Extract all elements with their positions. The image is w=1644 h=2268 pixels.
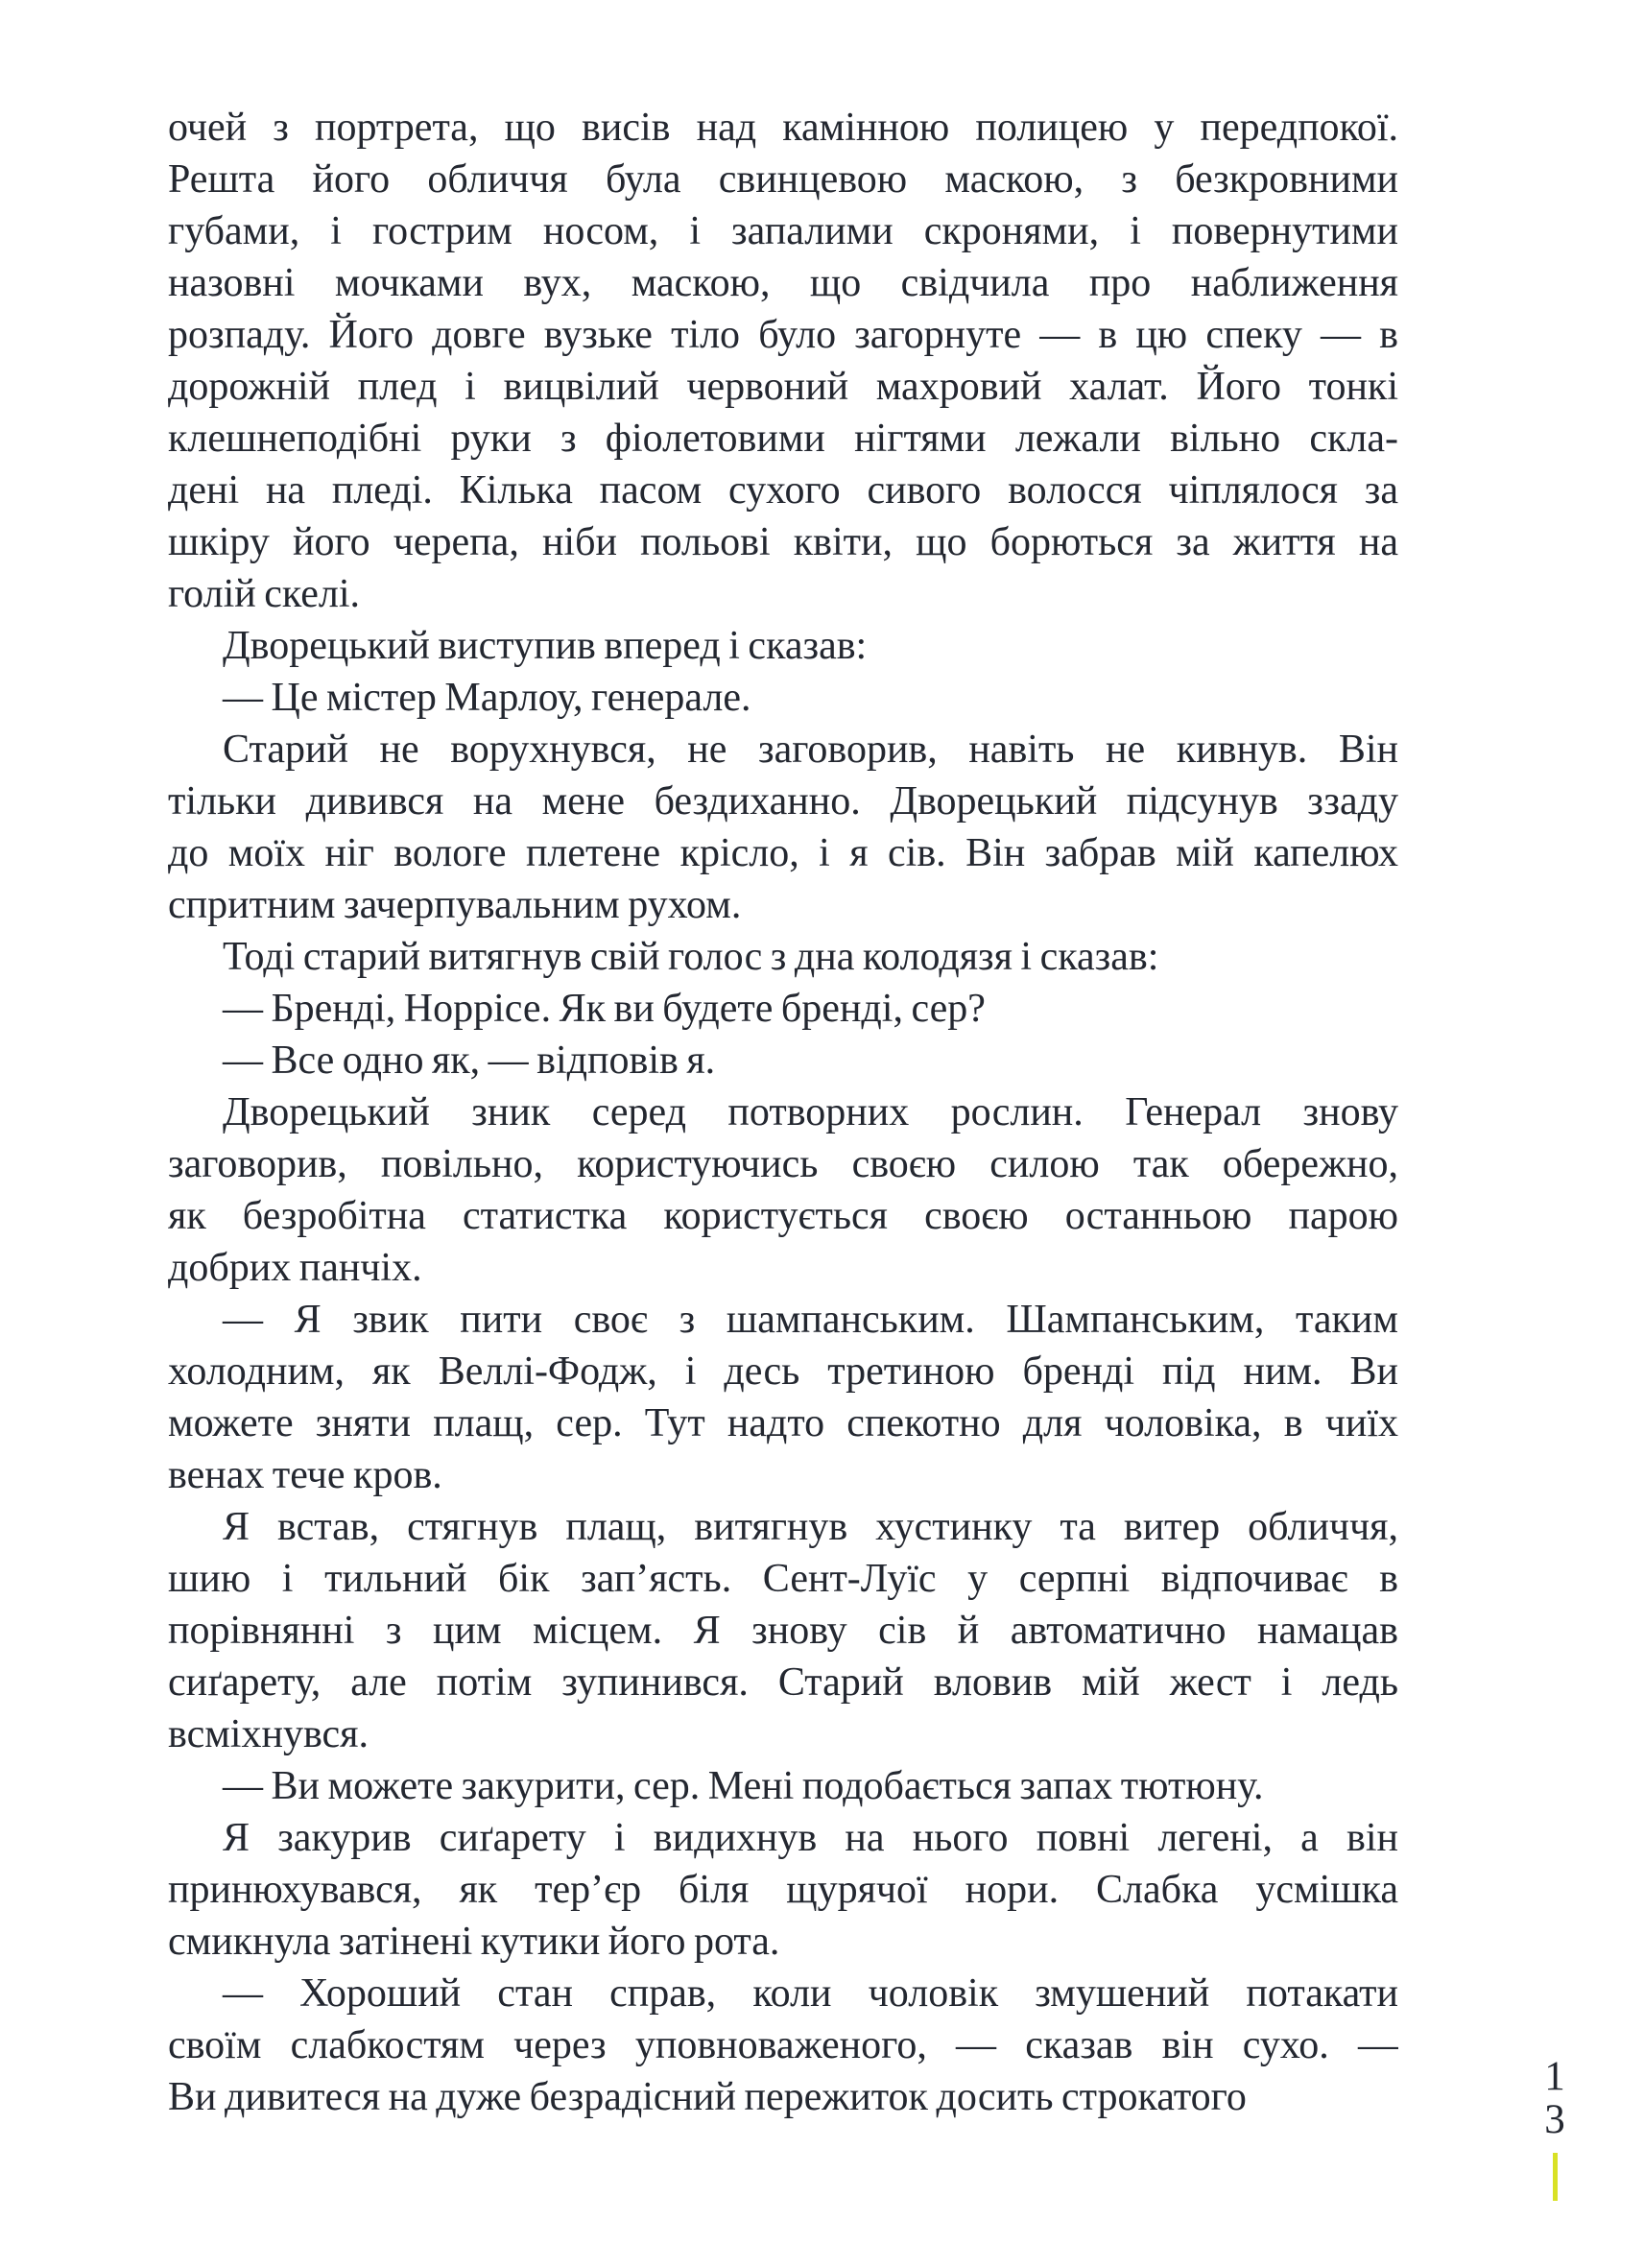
text-line: шию і тильний бік зап’ясть. Сент-Луїс у серпні відпочиває в: [168, 1557, 1398, 1601]
text-line: — Ви можете закурити, сер. Мені подобається запах тютюну.: [223, 1764, 1264, 1808]
text-line: Решта його обличчя була свинцевою маскою, з безкровними: [168, 157, 1398, 202]
text-line: до моїх ніг вологе плетене крісло, і я сів. Він забрав мій капелюх: [168, 831, 1398, 875]
text-line: — Бренді, Норрісе. Як ви будете бренді, сер?: [223, 987, 986, 1031]
text-line: Я встав, стягнув плащ, витягнув хустинку та витер обличчя,: [223, 1505, 1398, 1549]
body-text: [168, 102, 1398, 2123]
text-line: Дворецький зник серед потворних рослин. Генерал знову: [223, 1090, 1398, 1134]
page-number-digit-top: 1: [1544, 2054, 1565, 2099]
page-number-digit-bottom: 3: [1544, 2097, 1565, 2142]
text-line: шкіру його черепа, ніби польові квіти, що борються за життя на: [168, 520, 1398, 564]
text-line: — Все одно як, — відповів я.: [223, 1039, 716, 1083]
text-line: можете зняти плащ, сер. Тут надто спекотно для чоловіка, в чиїх: [168, 1401, 1398, 1445]
text-line: Дворецький виступив вперед і сказав:: [223, 624, 868, 668]
text-line: губами, і гострим носом, і запалими скронями, і повернутими: [168, 209, 1398, 253]
text-line: смикнула затінені кутики його рота.: [168, 1920, 780, 1964]
text-line: Ви дивитеся на дуже безрадісний пережиток досить строкатого: [168, 2075, 1247, 2119]
page-accent-bar: [1553, 2153, 1558, 2201]
text-line: холодним, як Веллі-Фодж, і десь третиною бренді під ним. Ви: [168, 1349, 1398, 1394]
text-line: дорожній плед і вицвілий червоний махровий халат. Його тонкі: [168, 365, 1398, 409]
text-line: — Це містер Марлоу, генерале.: [223, 676, 751, 720]
text-line: заговорив, повільно, користуючись своєю силою так обережно,: [168, 1142, 1398, 1186]
page-number: [1530, 2055, 1580, 2141]
text-line: Старий не ворухнувся, не заговорив, навіть не кивнув. Він: [223, 728, 1398, 772]
text-line: назовні мочками вух, маскою, що свідчила про наближення: [168, 261, 1398, 305]
text-line: розпаду. Його довге вузьке тіло було загорнуте — в цю спеку — в: [168, 313, 1398, 357]
text-line: — Я звик пити своє з шампанським. Шампанським, таким: [223, 1298, 1398, 1342]
text-line: всміхнувся.: [168, 1712, 369, 1756]
text-line: клешнеподібні руки з фіолетовими нігтями лежали вільно скла-: [168, 417, 1398, 461]
text-line: дені на пледі. Кілька пасом сухого сивого волосся чіплялося за: [168, 468, 1398, 513]
text-line: спритним зачерпувальним рухом.: [168, 883, 742, 927]
text-line: як безробітна статистка користується своєю останньою парою: [168, 1194, 1398, 1238]
text-line: Тоді старий витягнув свій голос з дна колодязя і сказав:: [223, 935, 1159, 979]
text-line: голій скелі.: [168, 572, 361, 616]
text-line: порівнянні з цим місцем. Я знову сів й автоматично намацав: [168, 1609, 1398, 1653]
text-line: тільки дивився на мене бездиханно. Дворецький підсунув ззаду: [168, 779, 1398, 824]
text-line: очей з портрета, що висів над камінною полицею у передпокої.: [168, 106, 1398, 150]
text-line: своїм слабкостям через уповноваженого, — сказав він сухо. —: [168, 2023, 1398, 2067]
text-line: венах тече кров.: [168, 1453, 442, 1497]
text-line: Я закурив сиґарету і видихнув на нього повні легені, а він: [223, 1816, 1398, 1860]
text-line: принюхувався, як тер’єр біля щурячої нори. Слабка усмішка: [168, 1868, 1398, 1912]
text-line: — Хороший стан справ, коли чоловік змушений потакати: [223, 1971, 1398, 2016]
text-line: добрих панчіх.: [168, 1246, 422, 1290]
text-line: сиґарету, але потім зупинився. Старий вловив мій жест і ледь: [168, 1660, 1398, 1705]
